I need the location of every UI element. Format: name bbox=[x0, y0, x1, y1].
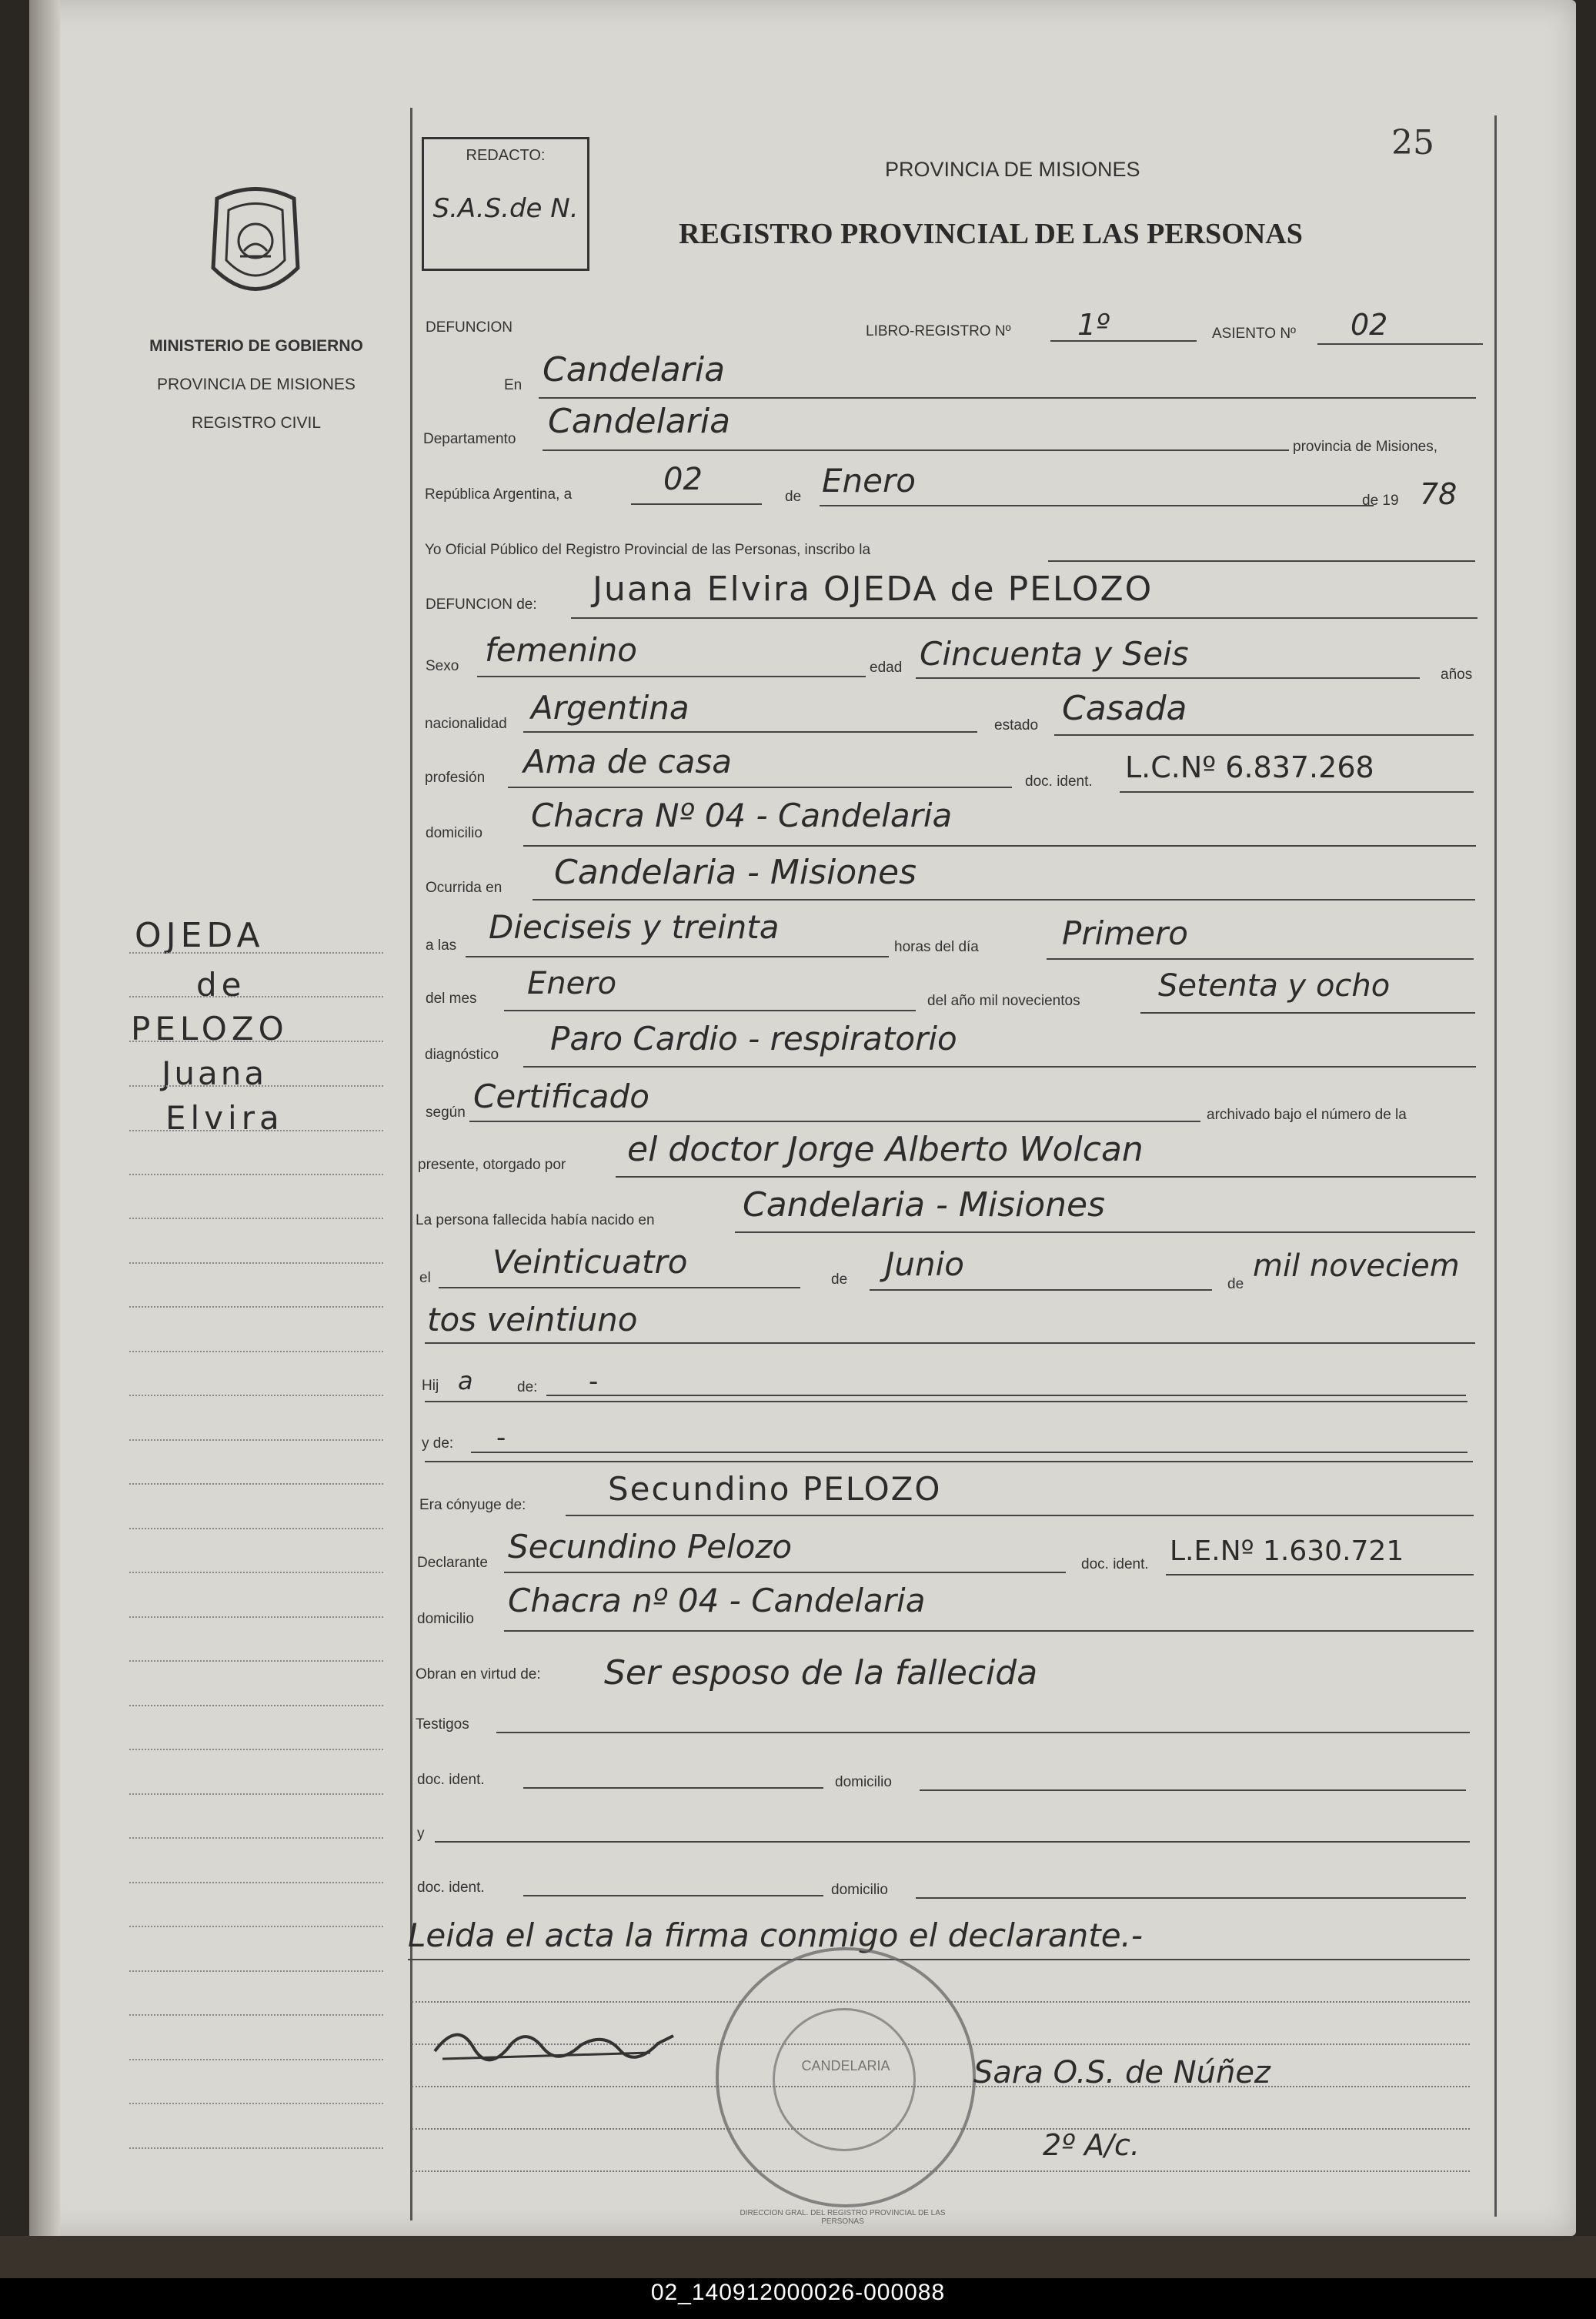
underline bbox=[1140, 1012, 1475, 1014]
margin-rule bbox=[129, 952, 383, 954]
underline bbox=[471, 1452, 1467, 1453]
margin-rule bbox=[129, 1705, 383, 1706]
margin-rule bbox=[129, 2147, 383, 2149]
margin-rule bbox=[129, 1970, 383, 1972]
label-defuncion-de: DEFUNCION de: bbox=[426, 596, 537, 613]
page-number: 25 bbox=[1391, 123, 1434, 162]
label-estado: estado bbox=[994, 717, 1039, 733]
value-en: Candelaria bbox=[543, 350, 726, 389]
book-binding bbox=[29, 0, 60, 2236]
label-edad: edad bbox=[870, 660, 903, 676]
label-asiento: ASIENTO Nº bbox=[1212, 326, 1296, 342]
margin-rule bbox=[129, 1351, 383, 1352]
margin-rule bbox=[129, 1262, 383, 1264]
label-segun: según bbox=[426, 1104, 466, 1121]
value-hij-suffix: a bbox=[458, 1366, 473, 1395]
underline bbox=[523, 1895, 823, 1896]
underline bbox=[539, 397, 1476, 399]
value-ano: 78 bbox=[1420, 477, 1457, 511]
ministry-block bbox=[129, 327, 383, 443]
label-nacido: La persona fallecida había nacido en bbox=[416, 1212, 655, 1228]
ministry-province: PROVINCIA DE MISIONES bbox=[157, 376, 356, 393]
margin-rule bbox=[129, 1130, 383, 1131]
margin-rule bbox=[129, 2103, 383, 2104]
underline bbox=[920, 1789, 1466, 1791]
value-departamento: Candelaria bbox=[548, 402, 731, 441]
underline bbox=[566, 1515, 1474, 1516]
margin-rule bbox=[129, 1793, 383, 1795]
margin-rule bbox=[129, 1174, 383, 1175]
value-obran: Ser esposo de la fallecida bbox=[604, 1653, 1038, 1692]
value-mes-2: Enero bbox=[527, 966, 617, 1001]
value-sexo: femenino bbox=[485, 631, 637, 669]
margin-rule bbox=[129, 1439, 383, 1441]
underline bbox=[820, 505, 1374, 506]
official-stamp bbox=[716, 1947, 976, 2207]
underline bbox=[439, 1287, 800, 1288]
underline bbox=[1317, 343, 1483, 345]
underline bbox=[523, 1066, 1476, 1068]
label-nacionalidad: nacionalidad bbox=[425, 716, 507, 732]
underline bbox=[425, 1401, 1467, 1402]
label-domicilio-2: domicilio bbox=[417, 1611, 474, 1627]
value-doc-decl: L.E.Nº 1.630.721 bbox=[1170, 1535, 1404, 1567]
underline bbox=[425, 1342, 1475, 1344]
label-horas: horas del día bbox=[894, 939, 979, 955]
underline bbox=[504, 1572, 1066, 1573]
underline bbox=[735, 1231, 1475, 1233]
margin-rule bbox=[129, 1660, 383, 1662]
value-nac-mes: Junio bbox=[885, 1245, 964, 1283]
underline bbox=[425, 1461, 1473, 1462]
underline bbox=[1047, 958, 1474, 960]
value-estado: Casada bbox=[1062, 689, 1187, 728]
underline bbox=[1120, 791, 1474, 793]
label-del-mes: del mes bbox=[426, 991, 477, 1007]
label-diagnostico: diagnóstico bbox=[425, 1047, 499, 1063]
label-de-3: de bbox=[1227, 1276, 1244, 1292]
underline bbox=[1054, 734, 1474, 736]
bottom-strip bbox=[0, 2236, 1596, 2278]
label-presente: presente, otorgado por bbox=[418, 1157, 566, 1173]
provincial-seal-icon bbox=[202, 183, 309, 306]
underline bbox=[466, 956, 889, 957]
label-domicilio-4: domicilio bbox=[831, 1882, 888, 1898]
underline bbox=[523, 845, 1476, 847]
value-nac-ano-1: mil noveciem bbox=[1253, 1248, 1460, 1284]
value-fallecido: Juana Elvira OJEDA de PELOZO bbox=[593, 570, 1154, 609]
label-provincia: provincia de Misiones, bbox=[1293, 439, 1437, 455]
value-nac-dia: Veinticuatro bbox=[492, 1243, 688, 1281]
footer-identifier: 02_140912000026-000088 bbox=[650, 2280, 946, 2305]
stamp-ring-text: DIRECCION GRAL. DEL REGISTRO PROVINCIAL DE LAS PERSONAS bbox=[740, 2209, 946, 2226]
margin-name-3: PELOZO bbox=[131, 1010, 289, 1048]
label-doc-ident-4: doc. ident. bbox=[417, 1880, 485, 1896]
value-hora: Dieciseis y treinta bbox=[489, 908, 780, 946]
margin-rule bbox=[129, 1616, 383, 1618]
value-ano-2: Setenta y ocho bbox=[1158, 968, 1391, 1004]
official-role: 2º A/c. bbox=[1043, 2128, 1140, 2162]
underline bbox=[469, 1121, 1200, 1122]
official-signature: Sara O.S. de Núñez bbox=[973, 2055, 1270, 2090]
underline bbox=[616, 1176, 1476, 1178]
margin-rule bbox=[129, 2059, 383, 2060]
margin-rule bbox=[129, 1837, 383, 1839]
label-de-1: de bbox=[785, 489, 802, 505]
margin-rule bbox=[129, 1749, 383, 1750]
label-obran: Obran en virtud de: bbox=[416, 1666, 541, 1682]
label-archivado: archivado bajo el número de la bbox=[1207, 1107, 1407, 1123]
label-conyuge: Era cónyuge de: bbox=[419, 1497, 526, 1513]
label-defuncion: DEFUNCION bbox=[426, 319, 513, 336]
label-de-2: de bbox=[831, 1271, 848, 1288]
underline bbox=[1048, 560, 1475, 562]
value-segun: Certificado bbox=[473, 1078, 649, 1115]
value-ocurrida: Candelaria - Misiones bbox=[554, 853, 917, 892]
label-departamento: Departamento bbox=[423, 431, 516, 447]
underline bbox=[508, 787, 1012, 788]
value-conyuge: Secundino PELOZO bbox=[608, 1470, 942, 1508]
value-mes: Enero bbox=[822, 462, 916, 500]
underline bbox=[1050, 340, 1197, 342]
margin-rule bbox=[129, 1395, 383, 1396]
underline bbox=[523, 1787, 823, 1789]
label-el: el bbox=[419, 1270, 431, 1286]
label-declarante: Declarante bbox=[417, 1555, 488, 1571]
margin-rule bbox=[129, 1306, 383, 1308]
label-y: y bbox=[417, 1826, 425, 1842]
value-otorgado: el doctor Jorge Alberto Wolcan bbox=[627, 1130, 1144, 1169]
declarant-signature bbox=[427, 2005, 681, 2074]
underline bbox=[916, 1897, 1466, 1899]
margin-rule bbox=[129, 1483, 383, 1485]
underline bbox=[870, 1289, 1212, 1291]
margin-name-5: Elvira bbox=[165, 1099, 284, 1137]
header-title: REGISTRO PROVINCIAL DE LAS PERSONAS bbox=[679, 218, 1303, 250]
label-libro: LIBRO-REGISTRO Nº bbox=[866, 323, 1011, 339]
label-y-de: y de: bbox=[422, 1435, 454, 1452]
underline bbox=[1166, 1574, 1474, 1576]
value-profesion: Ama de casa bbox=[523, 743, 733, 780]
underline bbox=[504, 1630, 1474, 1632]
label-hij: Hij bbox=[422, 1378, 439, 1394]
header-province: PROVINCIA DE MISIONES bbox=[885, 158, 1140, 181]
value-doc: L.C.Nº 6.837.268 bbox=[1125, 750, 1374, 784]
underline bbox=[504, 1010, 916, 1011]
stamp-inner-ring bbox=[773, 2008, 916, 2151]
label-profesion: profesión bbox=[425, 770, 486, 786]
label-en: En bbox=[504, 377, 523, 393]
underline bbox=[546, 1395, 1466, 1396]
redacto-value: S.A.S.de N. bbox=[432, 193, 579, 224]
value-declarante: Secundino Pelozo bbox=[508, 1528, 793, 1565]
value-dia: 02 bbox=[663, 462, 703, 497]
left-border-line bbox=[410, 108, 412, 2220]
value-domicilio-decl: Chacra nº 04 - Candelaria bbox=[508, 1582, 926, 1619]
margin-rule bbox=[129, 1528, 383, 1529]
value-diagnostico: Paro Cardio - respiratorio bbox=[550, 1020, 957, 1058]
label-anos: años bbox=[1441, 667, 1473, 683]
value-nacionalidad: Argentina bbox=[531, 689, 689, 727]
label-hij-de: de: bbox=[517, 1379, 538, 1395]
margin-rule bbox=[129, 1218, 383, 1219]
stamp-center-text: CANDELARIA bbox=[801, 2058, 890, 2073]
label-doc-ident-3: doc. ident. bbox=[417, 1772, 485, 1788]
margin-rule bbox=[129, 1041, 383, 1042]
margin-rule bbox=[129, 1882, 383, 1883]
dotted-line bbox=[412, 2170, 1470, 2172]
margin-rule bbox=[129, 1085, 383, 1087]
margin-rule bbox=[129, 2014, 383, 2016]
label-del-ano: del año mil novecientos bbox=[927, 993, 1080, 1009]
margin-name-2: de bbox=[196, 966, 246, 1004]
underline bbox=[523, 731, 977, 733]
value-padre: - bbox=[589, 1366, 599, 1397]
closing-statement: Leida el acta la firma conmigo el declarante.- bbox=[408, 1916, 1144, 1954]
margin-rule bbox=[129, 1572, 383, 1573]
label-a-las: a las bbox=[426, 937, 457, 954]
margin-name-4: Juana bbox=[162, 1054, 268, 1092]
underline bbox=[533, 899, 1475, 901]
underline bbox=[435, 1841, 1470, 1843]
label-republica: República Argentina, a bbox=[425, 486, 573, 503]
value-nacido-en: Candelaria - Misiones bbox=[743, 1185, 1106, 1225]
value-edad: Cincuenta y Seis bbox=[920, 635, 1189, 673]
underline bbox=[496, 1732, 1470, 1733]
value-domicilio: Chacra Nº 04 - Candelaria bbox=[531, 797, 953, 834]
underline bbox=[631, 503, 762, 505]
label-yo-oficial: Yo Oficial Público del Registro Provincial de las Personas, inscribo la bbox=[425, 542, 871, 558]
redacto-label: REDACTO: bbox=[466, 147, 546, 164]
underline bbox=[477, 676, 866, 677]
value-madre: - bbox=[496, 1422, 506, 1453]
label-ocurrida: Ocurrida en bbox=[426, 880, 503, 896]
value-dia-texto: Primero bbox=[1062, 914, 1188, 952]
ministry-title: MINISTERIO DE GOBIERNO bbox=[149, 337, 363, 355]
label-sexo: Sexo bbox=[426, 658, 459, 674]
margin-rule bbox=[129, 996, 383, 997]
margin-rule bbox=[129, 1926, 383, 1927]
label-de-19: de 19 bbox=[1362, 493, 1399, 509]
value-nac-ano-2: tos veintiuno bbox=[427, 1301, 638, 1338]
label-doc-ident: doc. ident. bbox=[1025, 774, 1093, 790]
underline bbox=[571, 617, 1477, 619]
right-border-line bbox=[1494, 115, 1497, 2217]
redacto-box bbox=[422, 137, 589, 271]
label-domicilio: domicilio bbox=[426, 825, 482, 841]
label-doc-ident-2: doc. ident. bbox=[1081, 1556, 1149, 1572]
underline bbox=[916, 677, 1420, 679]
underline bbox=[543, 449, 1289, 451]
underline bbox=[408, 1959, 1470, 1960]
ministry-registry: REGISTRO CIVIL bbox=[191, 414, 322, 432]
label-domicilio-3: domicilio bbox=[835, 1774, 892, 1790]
value-asiento: 02 bbox=[1351, 308, 1388, 342]
label-testigos: Testigos bbox=[416, 1716, 469, 1733]
margin-name-1: OJEDA bbox=[135, 916, 265, 955]
value-libro: 1º bbox=[1077, 308, 1110, 342]
